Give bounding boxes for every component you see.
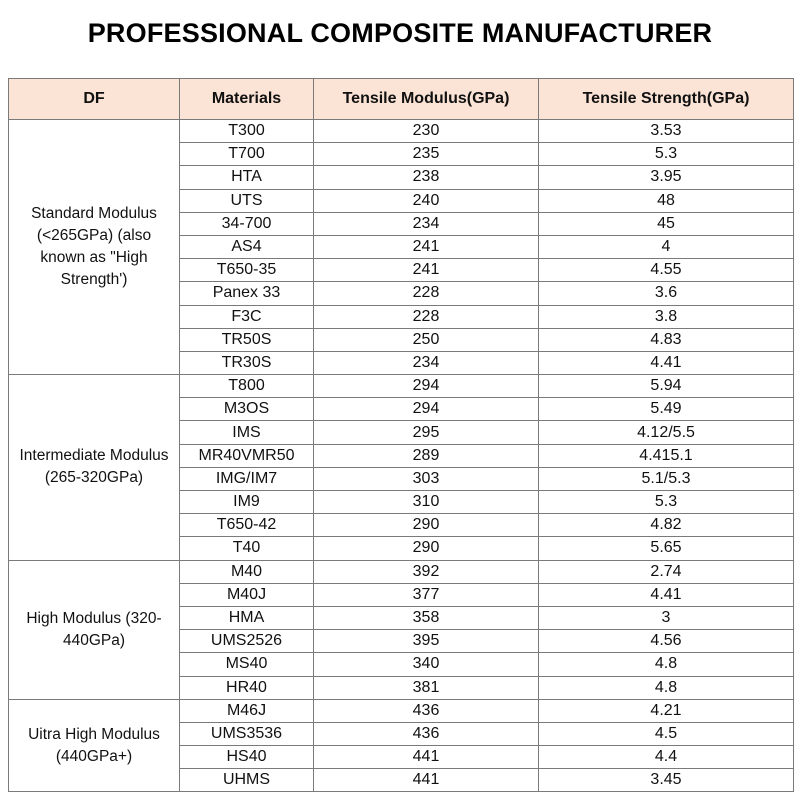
material-cell: M40: [180, 560, 314, 583]
tensile-modulus-cell: 395: [314, 630, 539, 653]
tensile-strength-cell: 5.65: [539, 537, 794, 560]
tensile-modulus-cell: 436: [314, 722, 539, 745]
material-cell: TR30S: [180, 351, 314, 374]
tensile-strength-cell: 3.53: [539, 120, 794, 143]
material-cell: T650-42: [180, 514, 314, 537]
material-cell: UMS2526: [180, 630, 314, 653]
material-cell: HMA: [180, 606, 314, 629]
tensile-modulus-cell: 235: [314, 143, 539, 166]
material-cell: F3C: [180, 305, 314, 328]
table-row: [9, 699, 794, 722]
df-category-cell: Intermediate Modulus (265-320GPa): [9, 375, 180, 561]
header-materials: Materials: [180, 79, 314, 120]
tensile-modulus-cell: 234: [314, 351, 539, 374]
tensile-modulus-cell: 241: [314, 259, 539, 282]
header-df: DF: [9, 79, 180, 120]
material-cell: UHMS: [180, 769, 314, 792]
tensile-strength-cell: 5.1/5.3: [539, 467, 794, 490]
df-category-cell: Uitra High Modulus (440GPa+): [9, 699, 180, 792]
tensile-strength-cell: 3.8: [539, 305, 794, 328]
tensile-strength-cell: 4.415.1: [539, 444, 794, 467]
tensile-modulus-cell: 436: [314, 699, 539, 722]
tensile-strength-cell: 4.82: [539, 514, 794, 537]
tensile-modulus-cell: 310: [314, 491, 539, 514]
tensile-modulus-cell: 228: [314, 282, 539, 305]
tensile-modulus-cell: 392: [314, 560, 539, 583]
material-cell: IMS: [180, 421, 314, 444]
material-cell: HTA: [180, 166, 314, 189]
df-category-cell: Standard Modulus (<265GPa) (also known as "High Strength'): [9, 120, 180, 375]
material-cell: UTS: [180, 189, 314, 212]
table-body: [9, 120, 794, 792]
tensile-strength-cell: 2.74: [539, 560, 794, 583]
df-category-cell: High Modulus (320-440GPa): [9, 560, 180, 699]
tensile-strength-cell: 3.95: [539, 166, 794, 189]
tensile-strength-cell: 3.45: [539, 769, 794, 792]
tensile-modulus-cell: 230: [314, 120, 539, 143]
tensile-strength-cell: 4.56: [539, 630, 794, 653]
tensile-strength-cell: 5.94: [539, 375, 794, 398]
tensile-modulus-cell: 294: [314, 398, 539, 421]
material-cell: AS4: [180, 235, 314, 258]
table-row: [9, 560, 794, 583]
tensile-strength-cell: 4.8: [539, 653, 794, 676]
tensile-strength-cell: 5.49: [539, 398, 794, 421]
tensile-modulus-cell: 250: [314, 328, 539, 351]
header-tensile-modulus: Tensile Modulus(GPa): [314, 79, 539, 120]
material-cell: IM9: [180, 491, 314, 514]
tensile-strength-cell: 5.3: [539, 143, 794, 166]
material-cell: UMS3536: [180, 722, 314, 745]
tensile-modulus-cell: 290: [314, 537, 539, 560]
material-cell: T300: [180, 120, 314, 143]
tensile-modulus-cell: 238: [314, 166, 539, 189]
table-row: [9, 120, 794, 143]
tensile-modulus-cell: 377: [314, 583, 539, 606]
tensile-strength-cell: 4.8: [539, 676, 794, 699]
tensile-modulus-cell: 340: [314, 653, 539, 676]
material-cell: T700: [180, 143, 314, 166]
header-tensile-strength: Tensile Strength(GPa): [539, 79, 794, 120]
material-cell: M40J: [180, 583, 314, 606]
tensile-strength-cell: 3: [539, 606, 794, 629]
material-cell: M46J: [180, 699, 314, 722]
table-row: [9, 375, 794, 398]
header-row: [9, 79, 794, 120]
tensile-strength-cell: 4.41: [539, 351, 794, 374]
material-cell: T40: [180, 537, 314, 560]
tensile-modulus-cell: 441: [314, 769, 539, 792]
page-title: PROFESSIONAL COMPOSITE MANUFACTURER: [87, 18, 713, 48]
fiber-properties-table: [8, 78, 794, 792]
tensile-modulus-cell: 381: [314, 676, 539, 699]
material-cell: TR50S: [180, 328, 314, 351]
tensile-strength-cell: 45: [539, 212, 794, 235]
material-cell: Panex 33: [180, 282, 314, 305]
tensile-modulus-cell: 290: [314, 514, 539, 537]
tensile-strength-cell: 4: [539, 235, 794, 258]
material-cell: HS40: [180, 746, 314, 769]
tensile-modulus-cell: 294: [314, 375, 539, 398]
material-cell: M3OS: [180, 398, 314, 421]
tensile-strength-cell: 4.21: [539, 699, 794, 722]
tensile-modulus-cell: 441: [314, 746, 539, 769]
tensile-modulus-cell: 303: [314, 467, 539, 490]
tensile-strength-cell: 4.4: [539, 746, 794, 769]
tensile-modulus-cell: 289: [314, 444, 539, 467]
material-cell: T800: [180, 375, 314, 398]
material-cell: MR40VMR50: [180, 444, 314, 467]
tensile-strength-cell: 48: [539, 189, 794, 212]
tensile-modulus-cell: 358: [314, 606, 539, 629]
tensile-modulus-cell: 228: [314, 305, 539, 328]
tensile-strength-cell: 4.5: [539, 722, 794, 745]
material-cell: IMG/IM7: [180, 467, 314, 490]
tensile-strength-cell: 4.55: [539, 259, 794, 282]
material-cell: T650-35: [180, 259, 314, 282]
tensile-modulus-cell: 295: [314, 421, 539, 444]
tensile-modulus-cell: 234: [314, 212, 539, 235]
tensile-strength-cell: 4.41: [539, 583, 794, 606]
table-header: [9, 79, 794, 120]
material-cell: 34-700: [180, 212, 314, 235]
tensile-strength-cell: 4.83: [539, 328, 794, 351]
tensile-strength-cell: 4.12/5.5: [539, 421, 794, 444]
material-cell: MS40: [180, 653, 314, 676]
tensile-strength-cell: 5.3: [539, 491, 794, 514]
tensile-strength-cell: 3.6: [539, 282, 794, 305]
material-cell: HR40: [180, 676, 314, 699]
tensile-modulus-cell: 240: [314, 189, 539, 212]
tensile-modulus-cell: 241: [314, 235, 539, 258]
